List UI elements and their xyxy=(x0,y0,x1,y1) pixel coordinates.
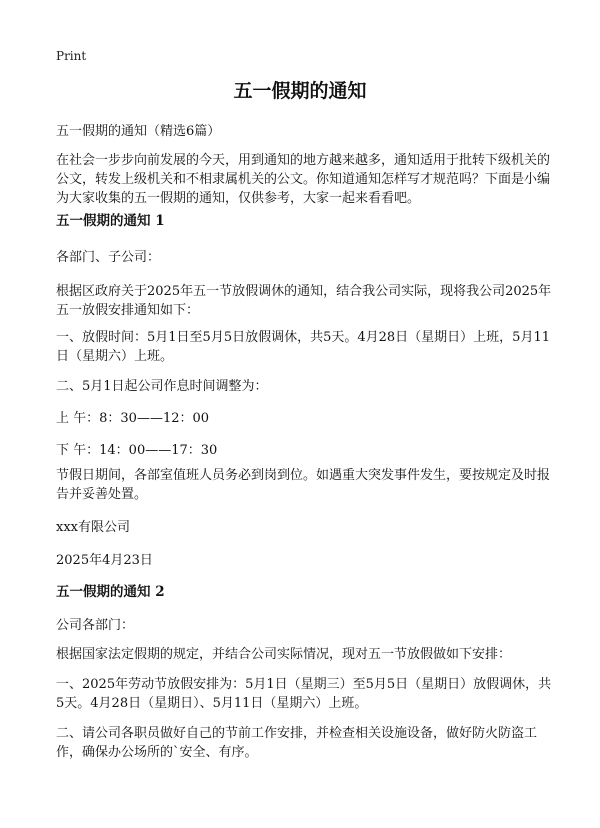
section-1-paragraph-2: 一、放假时间：5月1日至5月5日放假调休，共5天。4月28日（星期日）上班，5月11日（星期六）上班。 xyxy=(56,330,550,364)
page-title: 五一假期的通知 xyxy=(233,80,367,102)
section-1-heading: 五一假期的通知 1 xyxy=(56,213,165,229)
section-2-paragraph-1: 根据国家法定假期的规定，并结合公司实际情况，现对五一节放假做如下安排： xyxy=(56,647,512,662)
company-signature: xxx有限公司 xyxy=(56,520,130,535)
morning-hours: 上 午：8：30——12：00 xyxy=(56,411,210,426)
section-1-paragraph-4: 节假日期间，各部室值班人员务必到岗到位。如遇重大突发事件发生，要按规定及时报告并妥善处置。 xyxy=(56,468,551,502)
section-1-greeting: 各部门、子公司： xyxy=(56,250,161,265)
afternoon-hours: 下 午：14：00——17：30 xyxy=(56,443,218,458)
section-1-paragraph-3: 二、5月1日起公司作息时间调整为： xyxy=(56,379,268,394)
print-link[interactable]: Print xyxy=(56,49,87,63)
section-2-heading: 五一假期的通知 2 xyxy=(56,584,165,600)
section-1-paragraph-1: 根据区政府关于2025年五一节放假调休的通知，结合我公司实际，现将我公司2025年五一放假安排通知如下： xyxy=(56,284,552,318)
section-2-paragraph-2: 一、2025年劳动节放假安排为：5月1日（星期三）至5月5日（星期日）放假调休，共5天。4月28日（星期日）、5月11日（星期六）上班。 xyxy=(56,677,552,711)
section-2-greeting: 公司各部门： xyxy=(56,618,135,633)
signature-date: 2025年4月23日 xyxy=(56,553,153,568)
intro-paragraph: 在社会一步步向前发展的今天，用到通知的地方越来越多，通知适用于批转下级机关的公文，转发上级机关和不相隶属机关的公文。你知道通知怎样写才规范吗？下面是小编为大家收集的五一假期的通知，仅供参考，大家一起来看看吧。 xyxy=(56,153,551,206)
section-2-paragraph-3: 二、请公司各职员做好自己的节前工作安排，并检查相关设施设备，做好防火防盗工作，确保办公场所的`安全、有序。 xyxy=(56,726,538,760)
article-subtitle: 五一假期的通知（精选6篇） xyxy=(56,124,221,139)
